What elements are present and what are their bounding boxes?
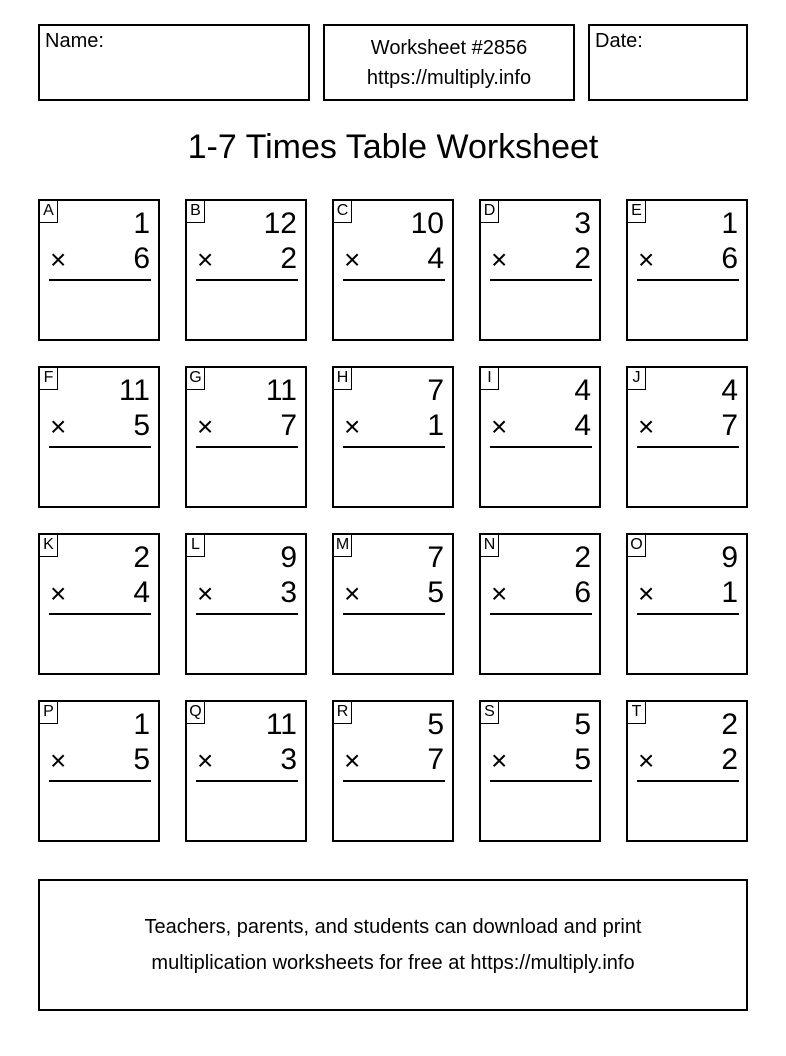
times-icon: ×	[197, 578, 214, 609]
answer-line	[637, 279, 739, 281]
problem-card[interactable]	[38, 366, 160, 508]
times-icon: ×	[638, 411, 655, 442]
times-icon: ×	[197, 411, 214, 442]
problem-letter: M	[334, 535, 352, 557]
answer-line	[637, 780, 739, 782]
multiplicand: 7	[427, 541, 444, 574]
date-label: Date:	[595, 30, 643, 52]
problem-card[interactable]	[185, 199, 307, 341]
answer-line	[196, 279, 298, 281]
times-icon: ×	[344, 578, 361, 609]
multiplicand: 11	[118, 374, 150, 407]
answer-line	[196, 780, 298, 782]
multiplier: 7	[280, 409, 297, 442]
problem-card[interactable]	[479, 533, 601, 675]
times-icon: ×	[491, 745, 508, 776]
problem-letter: P	[40, 702, 58, 724]
multiplier: 7	[427, 743, 444, 776]
problem-letter: D	[481, 201, 499, 223]
problem-letter: E	[628, 201, 646, 223]
multiplier: 3	[280, 576, 297, 609]
times-icon: ×	[638, 244, 655, 275]
footer-text-line-2: multiplication worksheets for free at https://multiply.info	[151, 952, 635, 974]
multiplier: 5	[427, 576, 444, 609]
multiplicand: 4	[721, 374, 738, 407]
problem-card[interactable]	[626, 533, 748, 675]
problem-letter: F	[40, 368, 58, 390]
multiplicand: 12	[263, 207, 297, 240]
problem-card[interactable]	[185, 366, 307, 508]
multiplier: 4	[427, 242, 444, 275]
problem-letter: A	[40, 201, 58, 223]
problem-letter: S	[481, 702, 499, 724]
multiplier: 2	[280, 242, 297, 275]
problem-letter: L	[187, 535, 205, 557]
answer-line	[637, 446, 739, 448]
times-icon: ×	[344, 411, 361, 442]
multiplicand: 2	[721, 708, 738, 741]
problem-letter: G	[187, 368, 205, 390]
answer-line	[49, 780, 151, 782]
times-icon: ×	[50, 244, 67, 275]
problem-card[interactable]	[626, 366, 748, 508]
problem-card[interactable]	[332, 366, 454, 508]
problem-card[interactable]	[479, 366, 601, 508]
problem-card[interactable]	[626, 700, 748, 842]
problem-letter: H	[334, 368, 352, 390]
multiplicand: 1	[721, 207, 738, 240]
problem-card[interactable]	[185, 700, 307, 842]
problem-card[interactable]	[38, 199, 160, 341]
date-field-box[interactable]	[588, 24, 748, 101]
problem-letter: K	[40, 535, 58, 557]
problem-letter: Q	[187, 702, 205, 724]
answer-line	[49, 613, 151, 615]
problem-letter: R	[334, 702, 352, 724]
multiplicand: 11	[265, 708, 297, 741]
multiplicand: 1	[133, 207, 150, 240]
multiplier: 1	[427, 409, 444, 442]
multiplicand: 9	[721, 541, 738, 574]
answer-line	[343, 613, 445, 615]
times-icon: ×	[50, 745, 67, 776]
answer-line	[49, 279, 151, 281]
times-icon: ×	[50, 578, 67, 609]
answer-line	[343, 446, 445, 448]
times-icon: ×	[197, 244, 214, 275]
problem-card[interactable]	[38, 700, 160, 842]
multiplicand: 7	[427, 374, 444, 407]
answer-line	[343, 279, 445, 281]
answer-line	[490, 446, 592, 448]
times-icon: ×	[491, 578, 508, 609]
worksheet-url: https://multiply.info	[366, 67, 532, 89]
problem-letter: B	[187, 201, 205, 223]
problem-letter: J	[628, 368, 646, 390]
problem-letter: I	[481, 368, 499, 390]
name-label: Name:	[45, 30, 104, 52]
problem-card[interactable]	[479, 700, 601, 842]
worksheet-info-box	[323, 24, 575, 101]
worksheet-number: Worksheet #2856	[370, 37, 528, 59]
answer-line	[490, 780, 592, 782]
answer-line	[196, 446, 298, 448]
multiplier: 3	[280, 743, 297, 776]
answer-line	[49, 446, 151, 448]
problem-card[interactable]	[332, 700, 454, 842]
multiplier: 6	[721, 242, 738, 275]
multiplier: 4	[133, 576, 150, 609]
multiplier: 5	[133, 409, 150, 442]
answer-line	[343, 780, 445, 782]
multiplicand: 5	[574, 708, 591, 741]
answer-line	[637, 613, 739, 615]
times-icon: ×	[50, 411, 67, 442]
multiplicand: 2	[574, 541, 591, 574]
problem-card[interactable]	[332, 533, 454, 675]
multiplicand: 1	[133, 708, 150, 741]
answer-line	[196, 613, 298, 615]
multiplicand: 9	[280, 541, 297, 574]
footer-text-line-1: Teachers, parents, and students can download and print	[144, 916, 642, 938]
times-icon: ×	[638, 745, 655, 776]
multiplier: 7	[721, 409, 738, 442]
problem-card[interactable]	[332, 199, 454, 341]
multiplicand: 4	[574, 374, 591, 407]
times-icon: ×	[344, 244, 361, 275]
problem-letter: O	[628, 535, 646, 557]
multiplier: 5	[133, 743, 150, 776]
multiplicand: 2	[133, 541, 150, 574]
times-icon: ×	[638, 578, 655, 609]
problem-card[interactable]	[185, 533, 307, 675]
multiplier: 2	[574, 242, 591, 275]
multiplier: 4	[574, 409, 591, 442]
multiplicand: 11	[265, 374, 297, 407]
problem-card[interactable]	[479, 199, 601, 341]
multiplicand: 10	[410, 207, 444, 240]
answer-line	[490, 279, 592, 281]
multiplier: 5	[574, 743, 591, 776]
multiplier: 1	[721, 576, 738, 609]
multiplicand: 3	[574, 207, 591, 240]
answer-line	[490, 613, 592, 615]
multiplier: 2	[721, 743, 738, 776]
footer-box	[38, 879, 748, 1011]
times-icon: ×	[344, 745, 361, 776]
problem-letter: T	[628, 702, 646, 724]
multiplier: 6	[574, 576, 591, 609]
problem-letter: C	[334, 201, 352, 223]
multiplicand: 5	[427, 708, 444, 741]
multiplier: 6	[133, 242, 150, 275]
problem-card[interactable]	[626, 199, 748, 341]
problem-card[interactable]	[38, 533, 160, 675]
times-icon: ×	[491, 411, 508, 442]
times-icon: ×	[197, 745, 214, 776]
times-icon: ×	[491, 244, 508, 275]
name-field-box[interactable]	[38, 24, 310, 101]
problem-letter: N	[481, 535, 499, 557]
page-title: 1-7 Times Table Worksheet	[187, 128, 599, 166]
